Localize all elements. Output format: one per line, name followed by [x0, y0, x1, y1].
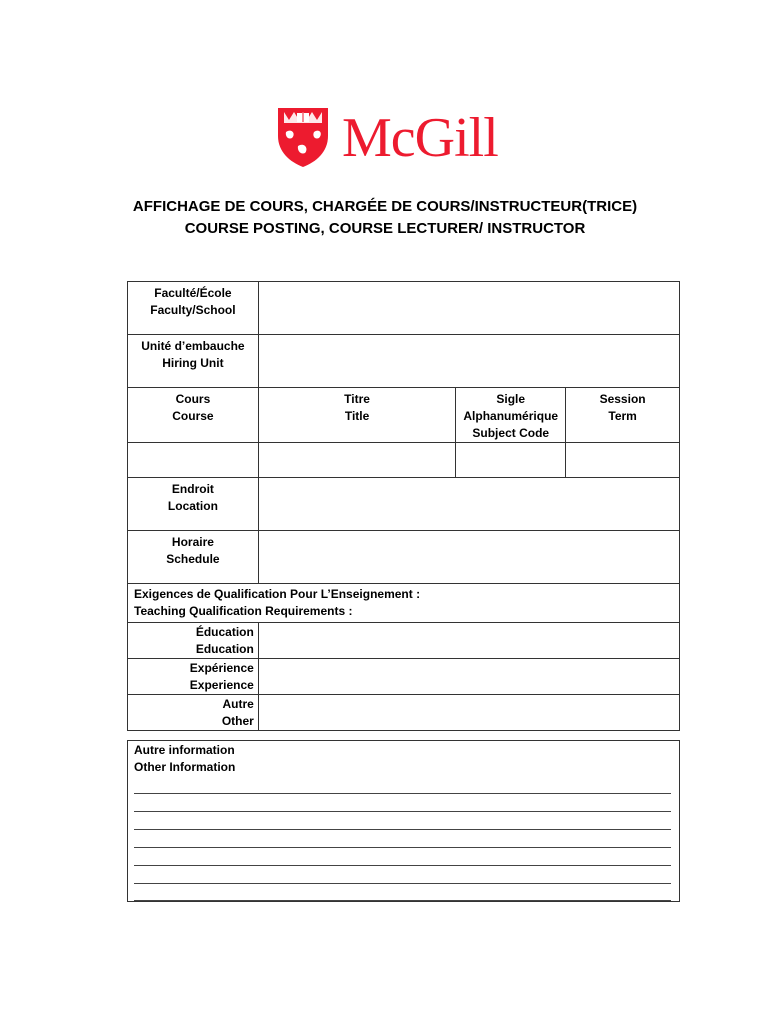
schedule-field[interactable]: [258, 531, 679, 584]
faculty-label-en: Faculty/School: [150, 303, 236, 317]
term-label-fr: Session: [599, 392, 646, 406]
title-label: [258, 388, 455, 443]
writing-line[interactable]: [134, 865, 671, 866]
writing-line[interactable]: [134, 793, 671, 794]
term-field[interactable]: [566, 443, 680, 478]
requirements-heading-fr: Exigences de Qualification Pour L’Enseignement :: [134, 587, 421, 601]
faculty-label: [128, 282, 259, 335]
experience-label-en: Experience: [189, 678, 254, 692]
subject-code-label: [456, 388, 566, 443]
title-french: AFFICHAGE DE COURS, CHARGÉE DE COURS/INSTRUCTEUR(TRICE): [132, 198, 638, 215]
schedule-label-fr: Horaire: [171, 535, 214, 549]
requirements-heading: [128, 584, 680, 623]
experience-field[interactable]: [258, 659, 679, 695]
experience-row: [128, 659, 680, 695]
logo-wordmark: McGill: [342, 107, 498, 169]
term-label-en: Term: [608, 409, 637, 423]
hiring-unit-label-en: Hiring Unit: [162, 356, 224, 370]
term-label: [566, 388, 680, 443]
mcgill-crest-icon: [276, 106, 330, 168]
hiring-unit-label-fr: Unité d’embauche: [141, 339, 245, 353]
experience-label: [128, 659, 259, 695]
subject-code-field[interactable]: [456, 443, 566, 478]
other-row: [128, 695, 680, 731]
education-label-fr: Éducation: [195, 625, 254, 639]
other-label-en: Other: [221, 714, 254, 728]
other-information-label: [134, 742, 235, 776]
education-field[interactable]: [258, 623, 679, 659]
requirements-heading-en: Teaching Qualification Requirements :: [134, 604, 353, 618]
mcgill-logo: [276, 106, 536, 170]
schedule-row: [128, 531, 680, 584]
schedule-label-en: Schedule: [166, 552, 220, 566]
location-label-en: Location: [167, 499, 218, 513]
other-label: [128, 695, 259, 731]
education-label: [128, 623, 259, 659]
faculty-label-fr: Faculté/École: [154, 286, 232, 300]
course-label-en: Course: [172, 409, 214, 423]
requirements-row: [128, 584, 680, 623]
writing-line[interactable]: [134, 900, 671, 901]
subject-code-label-fr: Sigle: [496, 392, 526, 406]
other-label-fr: Autre: [222, 697, 254, 711]
location-row: [128, 478, 680, 531]
location-field[interactable]: [258, 478, 679, 531]
education-label-en: Education: [195, 642, 254, 656]
schedule-label: [128, 531, 259, 584]
writing-line[interactable]: [134, 811, 671, 812]
course-label-fr: Cours: [175, 392, 211, 406]
writing-line[interactable]: [134, 829, 671, 830]
title-label-en: Title: [344, 409, 370, 423]
writing-line[interactable]: [134, 847, 671, 848]
course-values-row: [128, 443, 680, 478]
education-row: [128, 623, 680, 659]
other-information-label-fr: Autre information: [134, 743, 235, 757]
hiring-unit-field[interactable]: [258, 335, 679, 388]
faculty-field[interactable]: [258, 282, 679, 335]
location-label: [128, 478, 259, 531]
title-field[interactable]: [258, 443, 455, 478]
subject-code-label-mid: Alphanumérique: [463, 409, 559, 423]
course-header-row: [128, 388, 680, 443]
faculty-row: [128, 282, 680, 335]
subject-code-label-en: Subject Code: [472, 426, 550, 440]
hiring-unit-row: [128, 335, 680, 388]
course-posting-form: [127, 281, 680, 731]
other-field[interactable]: [258, 695, 679, 731]
title-label-fr: Titre: [344, 392, 370, 406]
hiring-unit-label: [128, 335, 259, 388]
course-label: [128, 388, 259, 443]
title-english: COURSE POSTING, COURSE LECTURER/ INSTRUCTOR: [184, 220, 586, 237]
experience-label-fr: Expérience: [189, 661, 254, 675]
other-information-label-en: Other Information: [134, 760, 236, 774]
course-field[interactable]: [128, 443, 259, 478]
location-label-fr: Endroit: [171, 482, 214, 496]
writing-line[interactable]: [134, 883, 671, 884]
